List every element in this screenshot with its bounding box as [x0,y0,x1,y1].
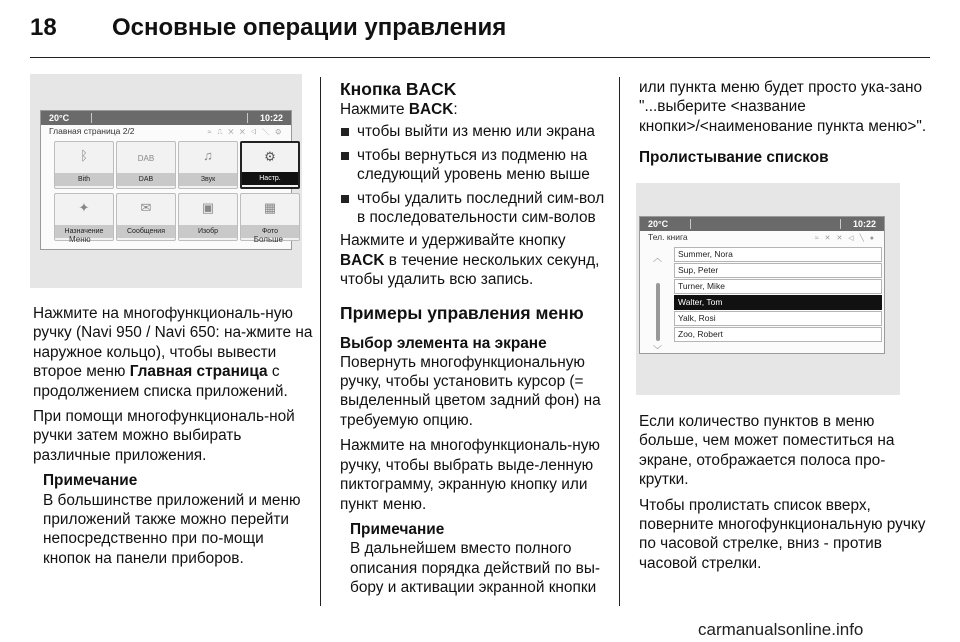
settings-icon: ⚙ [264,149,276,164]
clock: 10:22 [852,219,876,229]
phonebook-screen [639,216,885,354]
note-title: Примечание [350,520,445,538]
paragraph: или пункта меню будет просто ука-зано "...выберите <название кнопки>/<наименование пункта меню>". [639,79,927,135]
photo-icon: ▦ [263,200,277,215]
dab-icon: DAB [137,154,155,163]
paragraph: Нажмите на многофункциональ-ную ручку, чтобы выбрать выде-ленную пиктограмму, экранную кнопку или пункт меню. [340,437,600,513]
messages-icon: ✉ [140,200,152,215]
tile-label: Настр. [242,172,298,185]
status-separator [840,219,841,229]
note [33,471,313,568]
page-header [30,14,506,48]
clock: 10:22 [259,113,283,123]
bullet-list [340,122,608,227]
list-item: чтобы выйти из меню или экрана [340,122,608,141]
bold-text: Главная страница [129,363,268,381]
note-text: В большинстве приложений и меню приложений также можно перейти непосредственно при по-мощи кнопок на панели приборов. [43,491,301,567]
image-icon: ▣ [201,200,215,215]
paragraph: Повернуть многофункциональную ручку, чтобы установить курсор (= выделенный цветом задний фон) на требуемую опцию. [340,353,601,429]
screen-subtitle: Главная страница 2/2 [49,126,135,136]
tile-label: Сообщения [117,225,175,238]
scrollbar[interactable] [656,283,660,341]
paragraph: При помощи многофункциональ-ной ручки затем можно выбирать различные приложения. [33,408,295,464]
more-softkey[interactable]: Больше [253,235,283,244]
list-item: чтобы удалить последний сим-вол в последовательности сим-волов [340,189,608,228]
paragraph: Чтобы пролистать список вверх, поверните многофункциональную ручку по часовой стрелке, вниз - против часовой стрелки. [639,496,926,572]
app-tile-messages[interactable] [116,193,176,241]
status-icons: ≈ ⎍ ✕ ✕ ◁ ╲ ⚙ [207,129,283,136]
app-tile-navigation[interactable] [54,193,114,241]
page-title: Основные операции управления [112,14,507,41]
paragraph [33,304,313,401]
temperature: 20°C [648,219,669,229]
right-column-text-bottom [639,412,931,579]
list-item-selected[interactable]: Walter, Tom [674,295,882,310]
subsection-heading: Выбор элемента на экране [340,334,547,352]
text: Нажмите и удерживайте кнопку [340,232,566,250]
bold-text: BACK [408,101,454,118]
column-divider-1 [320,77,321,606]
screen-subtitle: Тел. книга [648,232,688,242]
text: в течение нескольких секунд, чтобы удалить всю запись. [340,251,600,289]
text: Нажмите [340,101,409,118]
app-tile-dab[interactable] [116,141,176,189]
right-column-text-top [639,78,931,167]
note-text: В дальнейшем вместо полного описания порядка действий по вы-бору и активации экранной кнопки [350,540,601,597]
bold-text: BACK [340,251,385,269]
subsection-heading: Пролистывание списков [639,149,829,167]
status-icons: ≈ ✕ ✕ ◁ ╲ ● [814,235,876,242]
section-heading: Примеры управления меню [340,302,584,323]
page-number: 18 [30,14,57,41]
tile-label: DAB [117,173,175,186]
app-tile-sound[interactable] [178,141,238,189]
status-bar [41,111,291,125]
note [340,520,608,598]
text: с продолжением списка приложений. [33,363,288,400]
watermark: carmanualsonline.info [698,620,864,639]
bluetooth-icon: ᛒ [80,148,88,163]
back-button-heading: Кнопка BACK [340,79,457,99]
list-item[interactable]: Turner, Mike [674,279,882,294]
app-tile-photo[interactable] [240,193,300,241]
status-separator [91,113,92,123]
text: : [453,101,458,118]
menu-softkey[interactable]: Меню [69,235,91,244]
list-item: чтобы вернуться из подменю на следующий уровень меню выше [340,146,608,185]
scroll-down-icon[interactable]: ﹀ [653,345,663,355]
paragraph [340,100,608,119]
phonebook-screen-figure [636,183,900,395]
navigation-icon: ✦ [78,200,90,215]
home-screen-figure [30,74,302,288]
column-divider-2 [619,77,620,606]
left-column-text [33,304,313,568]
list-item[interactable]: Yalk, Rosi [674,311,882,326]
header-divider [30,57,930,58]
sound-icon: ♫ [203,148,213,163]
screen-bottom-bar [41,235,291,247]
tile-label: Назначение [55,225,113,238]
temperature: 20°C [49,113,70,123]
tile-label: Изобр [179,225,237,238]
tile-label: Фото [241,225,299,238]
status-separator [247,113,248,123]
text: Нажмите на многофункциональ-ную ручку (Navi 950 / Navi 650: на-жмите на наружное кольцо), чтобы вывести второе меню [33,305,313,381]
paragraph [340,231,608,289]
note-title: Примечание [43,472,138,490]
app-tile-image[interactable] [178,193,238,241]
middle-column-text [340,78,608,598]
tile-label: Звук [179,173,237,186]
status-bar [640,217,884,231]
screen-subtitle-bar [640,231,884,243]
status-separator [690,219,691,229]
list-item[interactable]: Zoo, Robert [674,327,882,342]
tile-label: Bith [55,173,113,186]
app-tile-settings[interactable] [240,141,300,189]
scroll-up-icon[interactable]: ︿ [653,253,663,263]
paragraph: Если количество пунктов в меню больше, чем может поместиться на экране, отображается полоса про-крутки. [639,413,895,489]
list-item[interactable]: Sup, Peter [674,263,882,278]
app-tile-bluetooth[interactable] [54,141,114,189]
home-screen [40,110,292,250]
screen-subtitle-bar [41,125,291,137]
list-item[interactable]: Summer, Nora [674,247,882,262]
